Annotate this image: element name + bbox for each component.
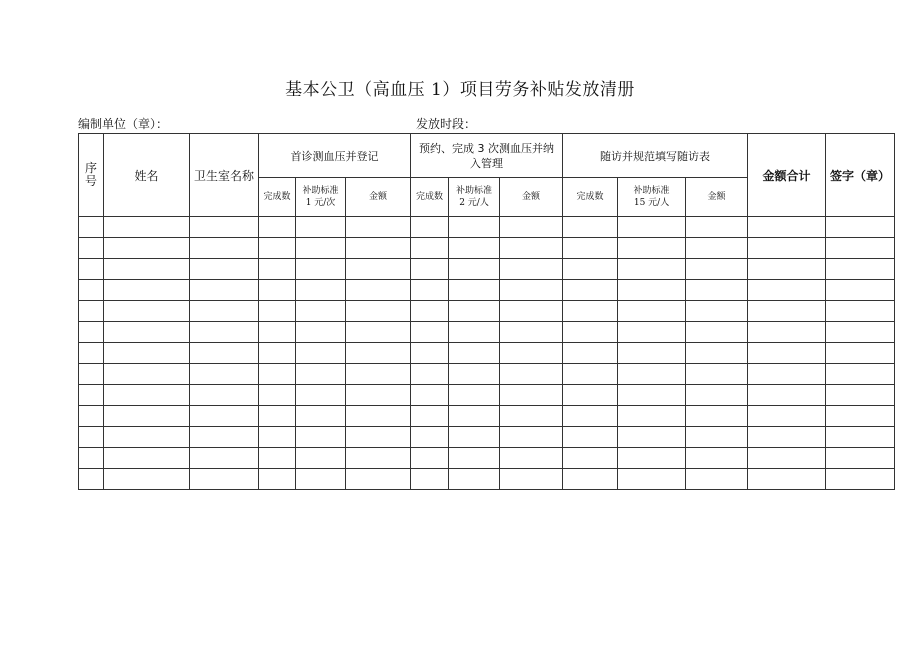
table-cell <box>411 385 449 406</box>
table-cell <box>618 469 686 490</box>
table-cell <box>563 364 618 385</box>
table-cell <box>190 385 259 406</box>
table-cell <box>500 427 563 448</box>
table-cell <box>686 280 748 301</box>
table-cell <box>190 238 259 259</box>
table-cell <box>500 406 563 427</box>
table-cell <box>748 343 826 364</box>
table-cell <box>826 364 895 385</box>
table-cell <box>686 469 748 490</box>
table-cell <box>190 406 259 427</box>
sub-header-amount: 金额 <box>500 178 563 217</box>
table-cell <box>259 469 296 490</box>
table-cell <box>686 448 748 469</box>
table-cell <box>296 364 346 385</box>
table-cell <box>411 238 449 259</box>
table-cell <box>449 259 500 280</box>
header-seq: 序号 <box>79 134 104 217</box>
table-cell <box>259 280 296 301</box>
table-row <box>79 301 895 322</box>
table-cell <box>346 364 411 385</box>
table-cell <box>563 238 618 259</box>
table-cell <box>296 280 346 301</box>
table-cell <box>104 469 190 490</box>
table-cell <box>449 469 500 490</box>
table-cell <box>104 406 190 427</box>
table-row <box>79 385 895 406</box>
table-cell <box>79 280 104 301</box>
table-cell <box>449 280 500 301</box>
table-cell <box>104 280 190 301</box>
table-cell <box>104 322 190 343</box>
table-cell <box>79 385 104 406</box>
table-cell <box>296 238 346 259</box>
header-group-followup: 随访并规范填写随访表 <box>563 134 748 178</box>
table-cell <box>826 427 895 448</box>
table-cell <box>296 469 346 490</box>
table-cell <box>259 364 296 385</box>
subsidy-table <box>78 133 895 490</box>
table-cell <box>500 469 563 490</box>
period-label: 发放时段： <box>416 117 477 131</box>
table-row <box>79 448 895 469</box>
table-cell <box>411 469 449 490</box>
table-cell <box>190 280 259 301</box>
table-cell <box>618 406 686 427</box>
sub-header-count: 完成数 <box>411 178 449 217</box>
table-cell <box>79 259 104 280</box>
document-title: 基本公卫（高血压 1）项目劳务补贴发放清册 <box>285 80 635 100</box>
table-cell <box>346 406 411 427</box>
table-cell <box>346 469 411 490</box>
table-cell <box>259 301 296 322</box>
sub-header-count: 完成数 <box>259 178 296 217</box>
table-cell <box>563 343 618 364</box>
table-cell <box>826 301 895 322</box>
table-cell <box>104 343 190 364</box>
table-cell <box>346 217 411 238</box>
sub-header-standard: 补助标准 1 元/次 <box>296 178 346 217</box>
table-cell <box>748 427 826 448</box>
table-cell <box>296 385 346 406</box>
table-cell <box>826 217 895 238</box>
table-cell <box>346 448 411 469</box>
table-cell <box>296 406 346 427</box>
table-cell <box>826 385 895 406</box>
table-cell <box>259 343 296 364</box>
header-sign: 签字（章） <box>826 134 895 217</box>
table-cell <box>748 217 826 238</box>
table-cell <box>826 322 895 343</box>
table-cell <box>346 427 411 448</box>
table-cell <box>563 259 618 280</box>
table-cell <box>686 385 748 406</box>
table-cell <box>190 301 259 322</box>
table-cell <box>449 343 500 364</box>
table-cell <box>79 343 104 364</box>
table-cell <box>748 469 826 490</box>
table-cell <box>296 448 346 469</box>
table-cell <box>259 385 296 406</box>
table-cell <box>79 364 104 385</box>
table-cell <box>104 301 190 322</box>
table-cell <box>826 343 895 364</box>
table-cell <box>618 385 686 406</box>
table-cell <box>411 259 449 280</box>
table-cell <box>411 217 449 238</box>
table-cell <box>686 322 748 343</box>
table-cell <box>563 217 618 238</box>
header-clinic: 卫生室名称 <box>190 134 259 217</box>
table-cell <box>618 322 686 343</box>
table-cell <box>748 385 826 406</box>
table-cell <box>449 448 500 469</box>
table-cell <box>618 301 686 322</box>
table-cell <box>190 448 259 469</box>
table-row <box>79 343 895 364</box>
table-cell <box>411 406 449 427</box>
table-row <box>79 322 895 343</box>
table-row <box>79 427 895 448</box>
table-cell <box>296 427 346 448</box>
table-cell <box>449 301 500 322</box>
table-cell <box>618 280 686 301</box>
table-cell <box>79 469 104 490</box>
table-cell <box>500 322 563 343</box>
header-name: 姓名 <box>104 134 190 217</box>
table-cell <box>259 427 296 448</box>
header-group-appointment: 预约、完成 3 次测血压并纳入管理 <box>411 134 563 178</box>
table-cell <box>618 448 686 469</box>
table-cell <box>686 301 748 322</box>
table-cell <box>259 259 296 280</box>
table-cell <box>563 301 618 322</box>
sub-header-standard: 补助标准 15 元/人 <box>618 178 686 217</box>
table-cell <box>346 259 411 280</box>
table-cell <box>500 301 563 322</box>
table-cell <box>500 238 563 259</box>
table-cell <box>563 385 618 406</box>
sub-header-amount: 金额 <box>686 178 748 217</box>
table-cell <box>190 364 259 385</box>
table-cell <box>259 217 296 238</box>
table-cell <box>826 406 895 427</box>
table-cell <box>104 385 190 406</box>
table-row <box>79 469 895 490</box>
table-cell <box>618 238 686 259</box>
table-cell <box>449 364 500 385</box>
table-cell <box>618 364 686 385</box>
table-cell <box>79 301 104 322</box>
table-cell <box>449 406 500 427</box>
table-cell <box>449 385 500 406</box>
table-cell <box>411 364 449 385</box>
unit-label: 编制单位（章）： <box>78 117 169 131</box>
table-row <box>79 217 895 238</box>
table-cell <box>563 322 618 343</box>
table-cell <box>296 322 346 343</box>
table-cell <box>411 448 449 469</box>
table-cell <box>190 343 259 364</box>
table-cell <box>500 448 563 469</box>
table-cell <box>346 280 411 301</box>
table-cell <box>618 259 686 280</box>
table-body <box>79 217 895 490</box>
table-cell <box>190 469 259 490</box>
header-group-first-visit: 首诊测血压并登记 <box>259 134 411 178</box>
table-cell <box>826 238 895 259</box>
table-row <box>79 259 895 280</box>
table-cell <box>190 259 259 280</box>
table-cell <box>190 427 259 448</box>
table-cell <box>500 259 563 280</box>
table-cell <box>104 448 190 469</box>
table-cell <box>563 280 618 301</box>
table-cell <box>686 364 748 385</box>
table-row <box>79 406 895 427</box>
table-cell <box>259 448 296 469</box>
table-cell <box>79 448 104 469</box>
sub-header-amount: 金额 <box>346 178 411 217</box>
table-cell <box>500 217 563 238</box>
table-cell <box>686 343 748 364</box>
table-cell <box>500 280 563 301</box>
table-row <box>79 364 895 385</box>
table-cell <box>259 406 296 427</box>
table-cell <box>748 406 826 427</box>
table-cell <box>618 427 686 448</box>
table-cell <box>296 217 346 238</box>
header-total: 金额合计 <box>748 134 826 217</box>
table-cell <box>748 301 826 322</box>
table-cell <box>346 385 411 406</box>
table-cell <box>411 322 449 343</box>
table-cell <box>411 427 449 448</box>
table-cell <box>346 301 411 322</box>
sub-header-standard: 补助标准 2 元/人 <box>449 178 500 217</box>
table-cell <box>104 259 190 280</box>
table-cell <box>190 217 259 238</box>
table-cell <box>259 322 296 343</box>
table-cell <box>748 448 826 469</box>
table-cell <box>500 385 563 406</box>
table-cell <box>826 448 895 469</box>
table-cell <box>104 427 190 448</box>
table-cell <box>79 406 104 427</box>
sub-header-count: 完成数 <box>563 178 618 217</box>
table-cell <box>748 259 826 280</box>
table-cell <box>296 301 346 322</box>
table-cell <box>346 238 411 259</box>
table-cell <box>686 406 748 427</box>
table-cell <box>686 259 748 280</box>
table-cell <box>748 322 826 343</box>
table-cell <box>411 301 449 322</box>
table-cell <box>104 238 190 259</box>
table-cell <box>618 217 686 238</box>
table-cell <box>411 280 449 301</box>
table-cell <box>748 364 826 385</box>
table-cell <box>826 469 895 490</box>
table-cell <box>618 343 686 364</box>
table-cell <box>104 217 190 238</box>
table-cell <box>748 280 826 301</box>
table-cell <box>686 238 748 259</box>
table-cell <box>449 217 500 238</box>
table-cell <box>296 343 346 364</box>
table-cell <box>563 406 618 427</box>
table-cell <box>449 238 500 259</box>
table-cell <box>748 238 826 259</box>
table-cell <box>411 343 449 364</box>
table-cell <box>500 343 563 364</box>
table-cell <box>686 217 748 238</box>
table-row <box>79 238 895 259</box>
table-cell <box>79 217 104 238</box>
table-cell <box>296 259 346 280</box>
table-cell <box>79 427 104 448</box>
table-cell <box>346 343 411 364</box>
table-cell <box>449 427 500 448</box>
table-cell <box>826 259 895 280</box>
table-cell <box>686 427 748 448</box>
table-row <box>79 280 895 301</box>
table-cell <box>563 427 618 448</box>
table-cell <box>346 322 411 343</box>
table-cell <box>79 238 104 259</box>
table-cell <box>79 322 104 343</box>
table-cell <box>190 322 259 343</box>
table-cell <box>449 322 500 343</box>
table-cell <box>104 364 190 385</box>
table-cell <box>826 280 895 301</box>
table-cell <box>563 469 618 490</box>
table-cell <box>563 448 618 469</box>
table-cell <box>500 364 563 385</box>
table-cell <box>259 238 296 259</box>
